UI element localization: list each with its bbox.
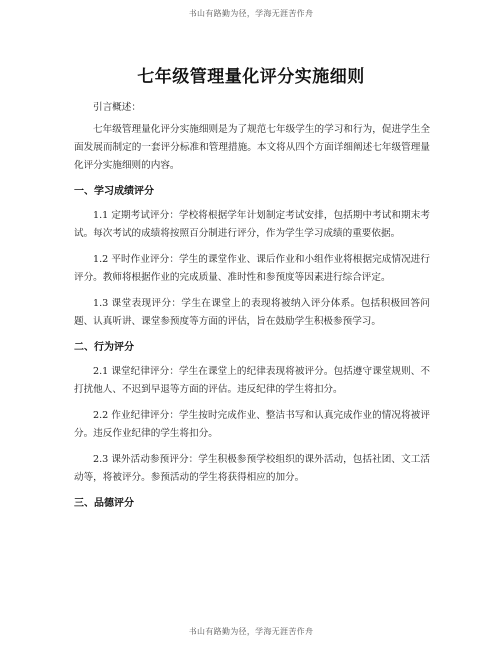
document-title: 七年级管理量化评分实施细则 xyxy=(137,67,365,87)
intro-paragraph: 七年级管理量化评分实施细则是为了规范七年级学生的学习和行为，促进学生全面发展而制定的一套评分标准和管理措施。本文将从四个方面详细阐述七年级管理量化评分实施细则的内容。 xyxy=(74,124,430,171)
section-paragraph: 2.2 作业纪律评分：学生按时完成作业、整洁书写和认真完成作业的情况将被评分。违反作业纪律的学生将扣分。 xyxy=(74,410,430,439)
section-paragraph: 2.3 课外活动参预评分：学生积极参预学校组织的课外活动，包括社团、文工活动等，将被评分。参预活动的学生将获得相应的加分。 xyxy=(74,454,430,483)
header-motto: 书山有路勤为径，学海无涯苦作舟 xyxy=(188,9,314,18)
section-heading: 一、学习成绩评分 xyxy=(74,186,154,197)
section-heading: 二、行为评分 xyxy=(74,342,134,353)
section-paragraph: 1.1 定期考试评分：学校将根据学年计划制定考试安排，包括期中考试和期末考试。每次考试的成绩将按照百分制进行评分，作为学生学习成绩的重要依据。 xyxy=(74,210,430,239)
section-heading: 三、品德评分 xyxy=(74,498,134,509)
document-body xyxy=(74,99,430,519)
section-paragraph: 1.3 课堂表现评分：学生在课堂上的表现将被纳入评分体系。包括积极回答问题、认真听讲、课堂参预度等方面的评估，旨在鼓励学生积极参预学习。 xyxy=(74,298,430,327)
section-paragraph: 1.2 平时作业评分：学生的课堂作业、课后作业和小组作业将根据完成情况进行评分。教师将根据作业的完成质量、准时性和参预度等因素进行综合评定。 xyxy=(74,254,430,283)
intro-label: 引言概述： xyxy=(93,102,141,113)
section-paragraph: 2.1 课堂纪律评分：学生在课堂上的纪律表现将被评分。包括遵守课堂规则、不打扰他人、不迟到早退等方面的评估。违反纪律的学生将扣分。 xyxy=(74,366,430,395)
footer-motto: 书山有路勤为径，学海无涯苦作舟 xyxy=(188,627,314,636)
